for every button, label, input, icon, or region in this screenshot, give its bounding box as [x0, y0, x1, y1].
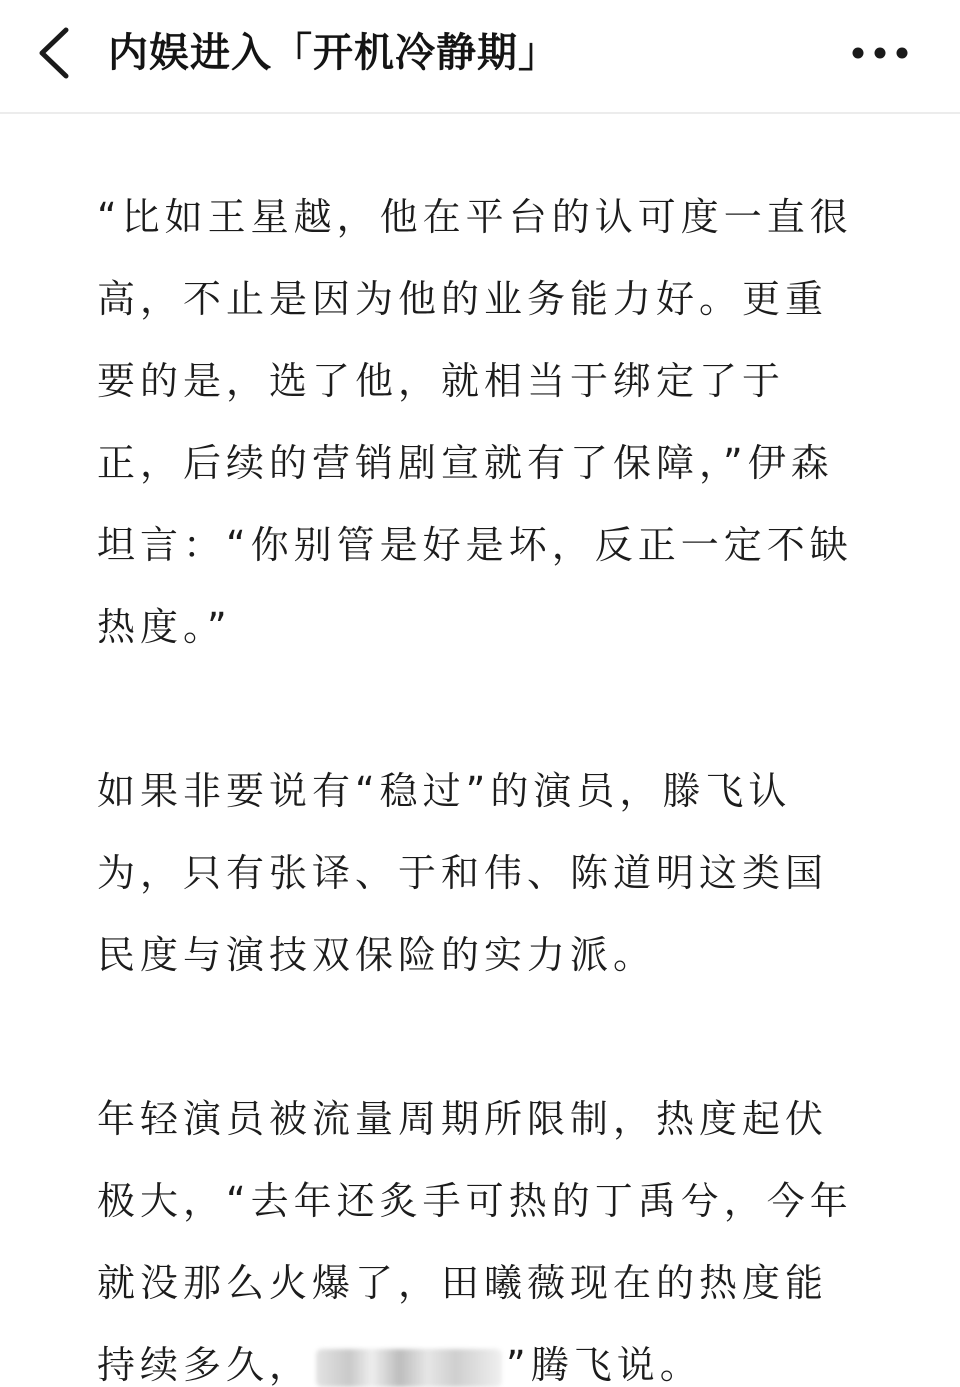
chevron-left-icon: [22, 20, 88, 86]
article-paragraph: 如果非要说有“稳过”的演员，滕飞认为，只有张译、于和伟、陈道明这类国民度与演技双保险的实力派。: [97, 769, 829, 977]
article-paragraph: “比如王星越，他在平台的认可度一直很高，不止是因为他的业务能力好。更重要的是，选了他，就相当于绑定了于正，后续的营销剧宣就有了保障，”伊森坦言：“你别管是好是坏，反正一定不缺热度。”: [97, 195, 853, 649]
paragraph-text: ”腾飞说。: [506, 1343, 703, 1387]
more-options-button[interactable]: [840, 28, 920, 78]
watermark-overlay: [316, 1349, 502, 1387]
article-paragraph: [97, 1078, 867, 1387]
back-button[interactable]: [22, 20, 88, 86]
article-body: [97, 176, 867, 1387]
page-title: 内娱进入「开机冷静期」: [108, 30, 559, 76]
paragraph-text: 年轻演员被流量周期所限制，热度起伏极大，“去年还炙手可热的丁禹兮，今年就没那么火爆了，田曦薇现在的热度能持续多久，: [97, 1097, 853, 1387]
top-nav-bar: [0, 0, 960, 114]
more-horizontal-icon: [840, 28, 920, 78]
